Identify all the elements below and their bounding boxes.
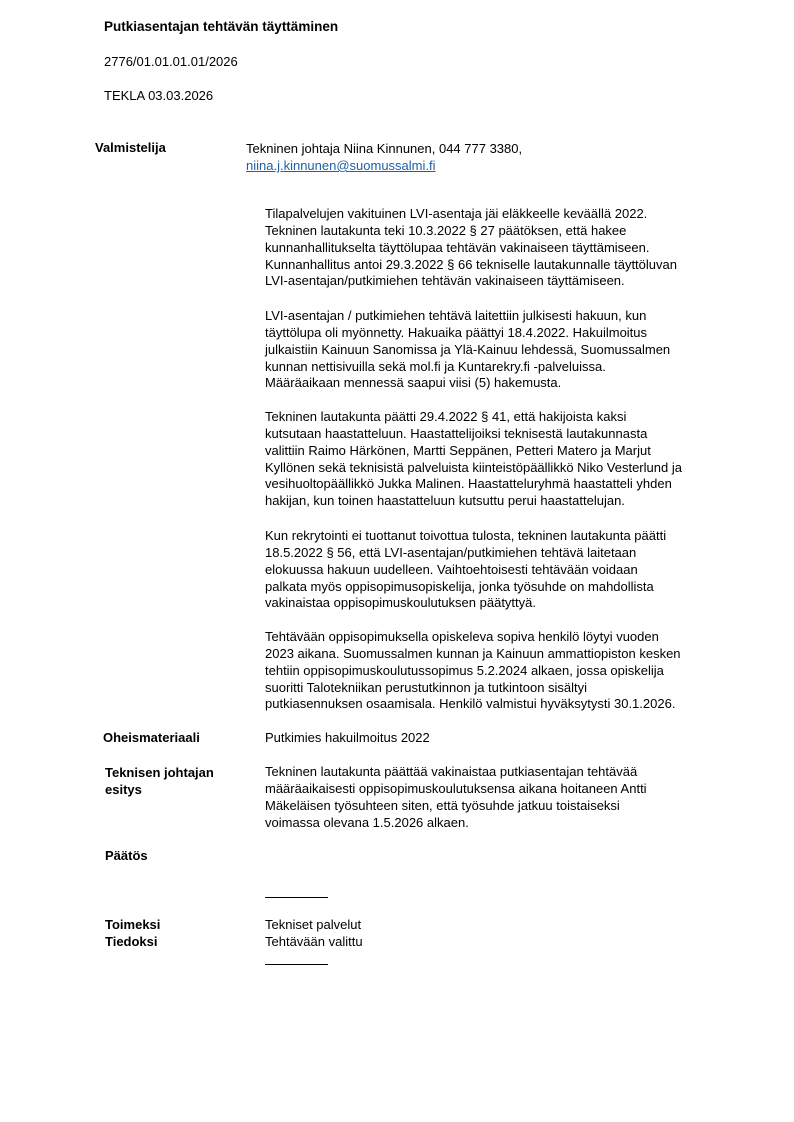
tiedoksi-label: Tiedoksi [105, 934, 158, 949]
paragraph-2 [265, 308, 736, 392]
text-line: voimassa olevana 1.5.2026 alkaen. [265, 814, 469, 830]
text-line: palkata myös oppisopimusopiskelija, jonka työsuhde on mahdollista [265, 578, 654, 594]
divider-line [265, 897, 328, 898]
text-line: 2023 aikana. Suomussalmen kunnan ja Kainuun ammattiopiston kesken [265, 645, 681, 661]
text-line: Kyllönen sekä teknisistä palveluista kiinteistöpäällikkö Niko Vesterlund ja [265, 459, 682, 475]
paragraph-4 [265, 528, 736, 612]
paragraph-5 [265, 629, 736, 713]
text-line: vesihuoltopäällikkö Jukka Malinen. Haastatteluryhmä haastatteli yhden [265, 476, 672, 492]
text-line: tehtiin oppisopimuskoulutussopimus 5.2.2024 alkaen, jossa opiskelija [265, 662, 664, 678]
text-line: valittiin Raimo Härkönen, Martti Seppänen, Petteri Matero ja Marjut [265, 442, 651, 458]
preparer-label: Valmistelija [95, 140, 166, 155]
proposal-text [265, 764, 736, 831]
preparer-name-phone: Tekninen johtaja Niina Kinnunen, 044 777 3380, [246, 141, 523, 156]
text-line: vakinaistaa oppisopimuskoulutuksen päätyttyä. [265, 595, 536, 611]
divider-line [265, 964, 328, 965]
text-line: elokuussa hakuun uudelleen. Vaihtoehtoisesti tehtävään voidaan [265, 561, 638, 577]
proposal-label-line: Teknisen johtajan [105, 765, 214, 780]
text-line: Kunnanhallitus antoi 29.3.2022 § 66 tekniselle lautakunnalle täyttöluvan [265, 256, 677, 272]
text-line: Tehtävään oppisopimuksella opiskeleva sopiva henkilö löytyi vuoden [265, 629, 659, 644]
tekla-date: TEKLA 03.03.2026 [104, 88, 214, 103]
text-line: 18.5.2022 § 56, että LVI-asentajan/putkimiehen tehtävä laitetaan [265, 544, 637, 560]
text-line: Tekninen lautakunta päätti 29.4.2022 § 41, että hakijoista kaksi [265, 409, 627, 424]
preparer-email-link[interactable]: niina.j.kinnunen@suomussalmi.fi [246, 158, 436, 173]
tiedoksi-value: Tehtävään valittu [265, 934, 363, 949]
proposal-label-line: esitys [105, 782, 142, 797]
text-line: Kun rekrytointi ei tuottanut toivottua tulosta, tekninen lautakunta päätti [265, 528, 667, 543]
text-line: Tekninen lautakunta päättää vakinaistaa putkiasentajan tehtävää [265, 764, 638, 779]
text-line: LVI-asentajan/putkimiehen tehtävän vakinaiseen täyttämiseen. [265, 273, 625, 289]
text-line: määräaikaisesti oppisopimuskoulutuksensa aikana hoitaneen Antti [265, 780, 647, 796]
text-line: täyttölupa oli myönnetty. Hakuaika päättyi 18.4.2022. Hakuilmoitus [265, 324, 648, 340]
text-line: Määräaikaan mennessä saapui viisi (5) hakemusta. [265, 375, 562, 391]
text-line: hakijan, kun toinen haastatteluun kutsuttu perui haastattelujan. [265, 493, 625, 509]
text-line: julkaistiin Kainuun Sanomissa ja Ylä-Kainuu lehdessä, Suomussalmen [265, 341, 671, 357]
text-line: LVI-asentajan / putkimiehen tehtävä laitettiin julkisesti hakuun, kun [265, 308, 647, 323]
text-line: suoritti Talotekniikan perustutkinnon ja tutkintoon sisältyi [265, 679, 588, 695]
toimeksi-label: Toimeksi [105, 917, 161, 932]
text-line: kutsutaan haastatteluun. Haastattelijoiksi teknisestä lautakunnasta [265, 425, 648, 441]
proposal-label [105, 764, 214, 798]
text-line: putkiasennuksen osaamisala. Henkilö valmistui hyväksytysti 30.1.2026. [265, 696, 676, 712]
attachments-label: Oheismateriaali [103, 730, 200, 745]
paragraph-3 [265, 409, 736, 510]
text-line: kunnanhallitukselta täyttölupaa tehtävän vakinaiseen täyttämiseen. [265, 239, 650, 255]
toimeksi-value: Tekniset palvelut [265, 917, 362, 932]
preparer-info [246, 140, 522, 174]
paragraph-1 [265, 206, 736, 290]
text-line: Tekninen lautakunta teki 10.3.2022 § 27 päätöksen, että hakee [265, 222, 627, 238]
attachments-value: Putkimies hakuilmoitus 2022 [265, 730, 430, 745]
document-title: Putkiasentajan tehtävän täyttäminen [104, 19, 339, 34]
decision-label: Päätös [105, 848, 148, 863]
actions-values [265, 916, 363, 950]
text-line: kunnan nettisivuilla sekä mol.fi ja Kuntarekry.fi -palveluissa. [265, 358, 606, 374]
reference-number: 2776/01.01.01.01/2026 [104, 54, 238, 69]
actions-labels [105, 916, 160, 950]
text-line: Mäkeläisen työsuhteen siten, että työsuhde jatkuu toistaiseksi [265, 797, 620, 813]
text-line: Tilapalvelujen vakituinen LVI-asentaja jäi eläkkeelle keväällä 2022. [265, 206, 648, 221]
